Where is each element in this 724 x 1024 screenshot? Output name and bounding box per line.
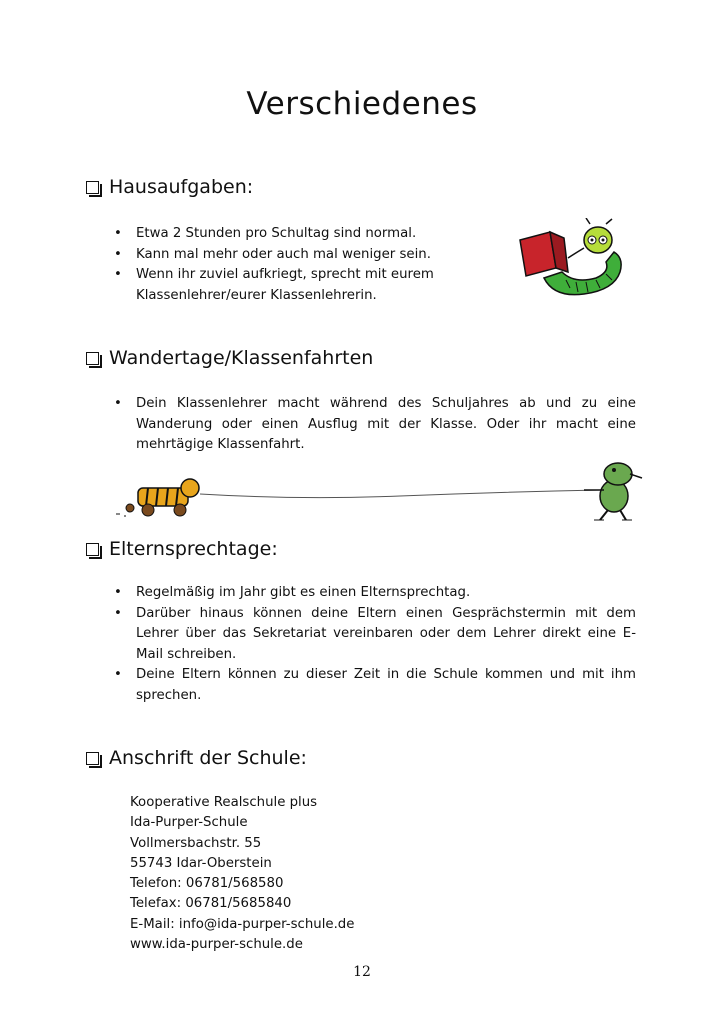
section-heading-label: Hausaufgaben:: [109, 176, 254, 198]
address-website-link[interactable]: www.ida-purper-schule.de: [130, 937, 303, 953]
checkbox-icon: [86, 181, 99, 194]
section-heading-label: Elternsprechtage:: [109, 538, 278, 560]
wandertage-list: [114, 394, 636, 456]
section-heading-label: Anschrift der Schule:: [109, 747, 307, 769]
address-email-link[interactable]: E-Mail: info@ida-purper-schule.de: [130, 916, 355, 932]
bookworm-reading-illustration: [514, 218, 634, 302]
elternsprechtage-list: [114, 583, 636, 706]
checkbox-icon: [86, 752, 99, 765]
checkbox-icon: [86, 352, 99, 365]
section-heading-label: Wandertage/Klassenfahrten: [109, 347, 374, 369]
list-item: • Dein Klassenlehrer macht während des Schuljahres ab und zu eine Wanderung oder einen Ausflug mit der Klasse. Oder ihr macht eine mehrtägige Klassenfahrt.: [114, 394, 636, 456]
section-heading-wandertage: [86, 347, 373, 369]
address-school-type: Kooperative Realschule plus: [130, 795, 318, 810]
address-city: 55743 Idar-Oberstein: [130, 855, 272, 871]
pull-string-line: [200, 484, 600, 504]
list-item: • Deine Eltern können zu dieser Zeit in die Schule kommen und mit ihm sprechen.: [114, 665, 636, 706]
school-address: [130, 793, 354, 955]
list-item: • Etwa 2 Stunden pro Schultag sind normal.: [114, 224, 474, 245]
page-title: Verschiedenes: [246, 86, 478, 122]
page-number: 12: [353, 964, 371, 980]
list-item: • Darüber hinaus können deine Eltern einen Gesprächstermin mit dem Lehrer über das Sekretariat vereinbaren oder dem Lehrer direkt eine E-Mail schreiben.: [114, 604, 636, 666]
frog-pulling-string-illustration: [574, 460, 648, 524]
list-item: • Regelmäßig im Jahr gibt es einen Elternsprechtag.: [114, 583, 636, 604]
address-phone: Telefon: 06781/568580: [130, 876, 284, 892]
address-school-name: Ida-Purper-Schule: [130, 815, 248, 831]
address-street: Vollmersbachstr. 55: [130, 835, 262, 851]
list-item: • Kann mal mehr oder auch mal weniger sein.: [114, 245, 474, 266]
section-heading-anschrift: [86, 747, 307, 769]
list-item: • Wenn ihr zuviel aufkriegt, sprecht mit eurem Klassenlehrer/eurer Klassenlehrerin.: [114, 265, 474, 306]
checkbox-icon: [86, 543, 99, 556]
hausaufgaben-list: [114, 224, 474, 306]
section-heading-hausaufgaben: [86, 176, 253, 198]
section-heading-elternsprechtage: [86, 538, 278, 560]
address-fax: Telefax: 06781/5685840: [130, 896, 292, 912]
